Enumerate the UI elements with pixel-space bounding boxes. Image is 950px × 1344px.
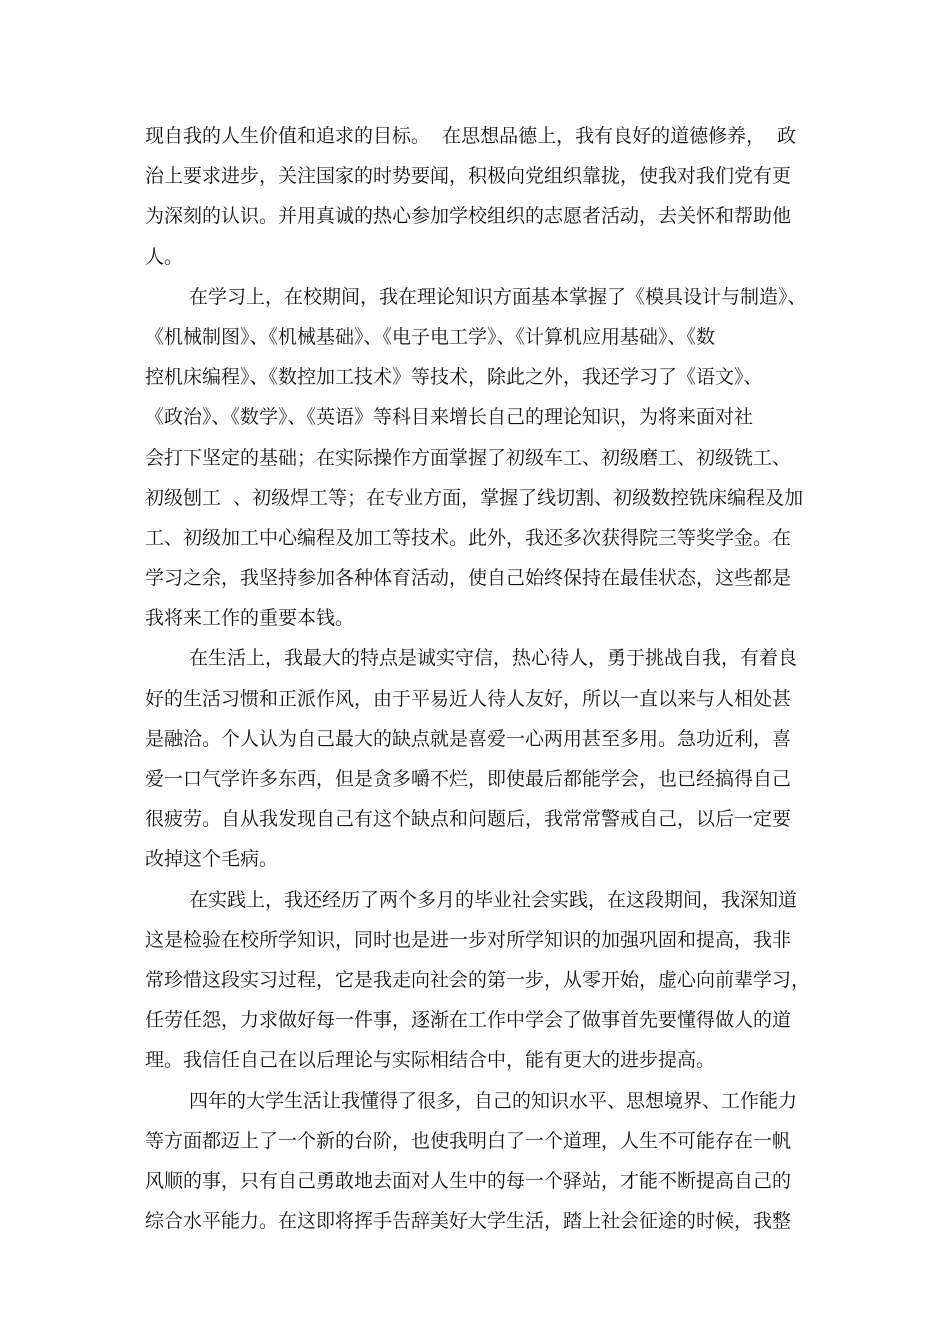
text-line: 等方面都迈上了一个新的台阶，也使我明白了一个道理，人生不可能存在一帆 [145, 1129, 792, 1152]
text-line: 是融洽。个人认为自己最大的缺点就是喜爱一心两用甚至多用。急功近利，喜 [145, 727, 792, 750]
body-text [145, 116, 845, 1241]
text-line: 学习之余，我坚持参加各种体育活动，使自己始终保持在最佳状态，这些都是 [145, 567, 792, 590]
paragraph-first-line: 在生活上，我最大的特点是诚实守信，热心待人，勇于挑战自我，有着良 [189, 647, 798, 670]
text-line: 初级刨工 、初级焊工等；在专业方面，掌握了线切割、初级数控铣床编程及加 [145, 486, 804, 509]
text-line: 改掉这个毛病。 [145, 848, 279, 871]
text-line: 任劳任怨，力求做好每一件事，逐渐在工作中学会了做事首先要懂得做人的道 [145, 1009, 792, 1032]
text-line: 治上要求进步，关注国家的时势要闻，积极向党组织靠拢，使我对我们党有更 [145, 165, 792, 188]
text-line: 现自我的人生价值和追求的目标。 在思想品德上，我有良好的道德修养， 政 [145, 125, 797, 147]
text-line: 很疲劳。自从我发现自己有这个缺点和问题后，我常常警戒自己，以后一定要 [145, 808, 792, 831]
text-line: 人。 [145, 245, 184, 268]
paragraph-first-line: 四年的大学生活让我懂得了很多，自己的知识水平、思想境界、工作能力 [189, 1089, 798, 1112]
text-line: 控机床编程》、《数控加工技术》等技术，除此之外，我还学习了《语文》、 [145, 366, 763, 389]
text-line: 为深刻的认识。并用真诚的热心参加学校组织的志愿者活动，去关怀和帮助他 [145, 205, 792, 228]
text-line: 这是检验在校所学知识，同时也是进一步对所学知识的加强巩固和提高，我非 [145, 928, 792, 951]
paragraph-first-line: 在实践上，我还经历了两个多月的毕业社会实践，在这段期间，我深知道 [189, 888, 798, 911]
text-line: 《机械制图》、《机械基础》、《电子电工学》、《计算机应用基础》、《数 [145, 325, 716, 348]
text-line: 风顺的事，只有自己勇敢地去面对人生中的每一个驿站，才能不断提高自己的 [145, 1169, 792, 1192]
text-line: 爱一口气学许多东西，但是贪多嚼不烂，即使最后都能学会，也已经搞得自己 [145, 768, 792, 790]
text-line: 好的生活习惯和正派作风，由于平易近人待人友好，所以一直以来与人相处甚 [145, 687, 792, 710]
paragraph-first-line: 在学习上，在校期间，我在理论知识方面基本掌握了《模具设计与制造》、 [189, 285, 807, 308]
text-line: 综合水平能力。在这即将挥手告辞美好大学生活，踏上社会征途的时候，我整 [145, 1210, 792, 1233]
text-line: 工、初级加工中心编程及加工等技术。此外，我还多次获得院三等奖学金。在 [145, 526, 792, 549]
text-line: 《政治》、《数学》、《英语》等科目来增长自己的理论知识，为将来面对社 [145, 406, 754, 429]
text-line: 理。我信任自己在以后理论与实际相结合中，能有更大的进步提高。 [145, 1049, 716, 1072]
text-line: 常珍惜这段实习过程，它是我走向社会的第一步，从零开始，虚心向前辈学习， [145, 968, 811, 991]
text-line: 会打下坚定的基础；在实际操作方面掌握了初级车工、初级磨工、初级铣工、 [145, 446, 792, 469]
text-line: 我将来工作的重要本钱。 [145, 607, 355, 630]
